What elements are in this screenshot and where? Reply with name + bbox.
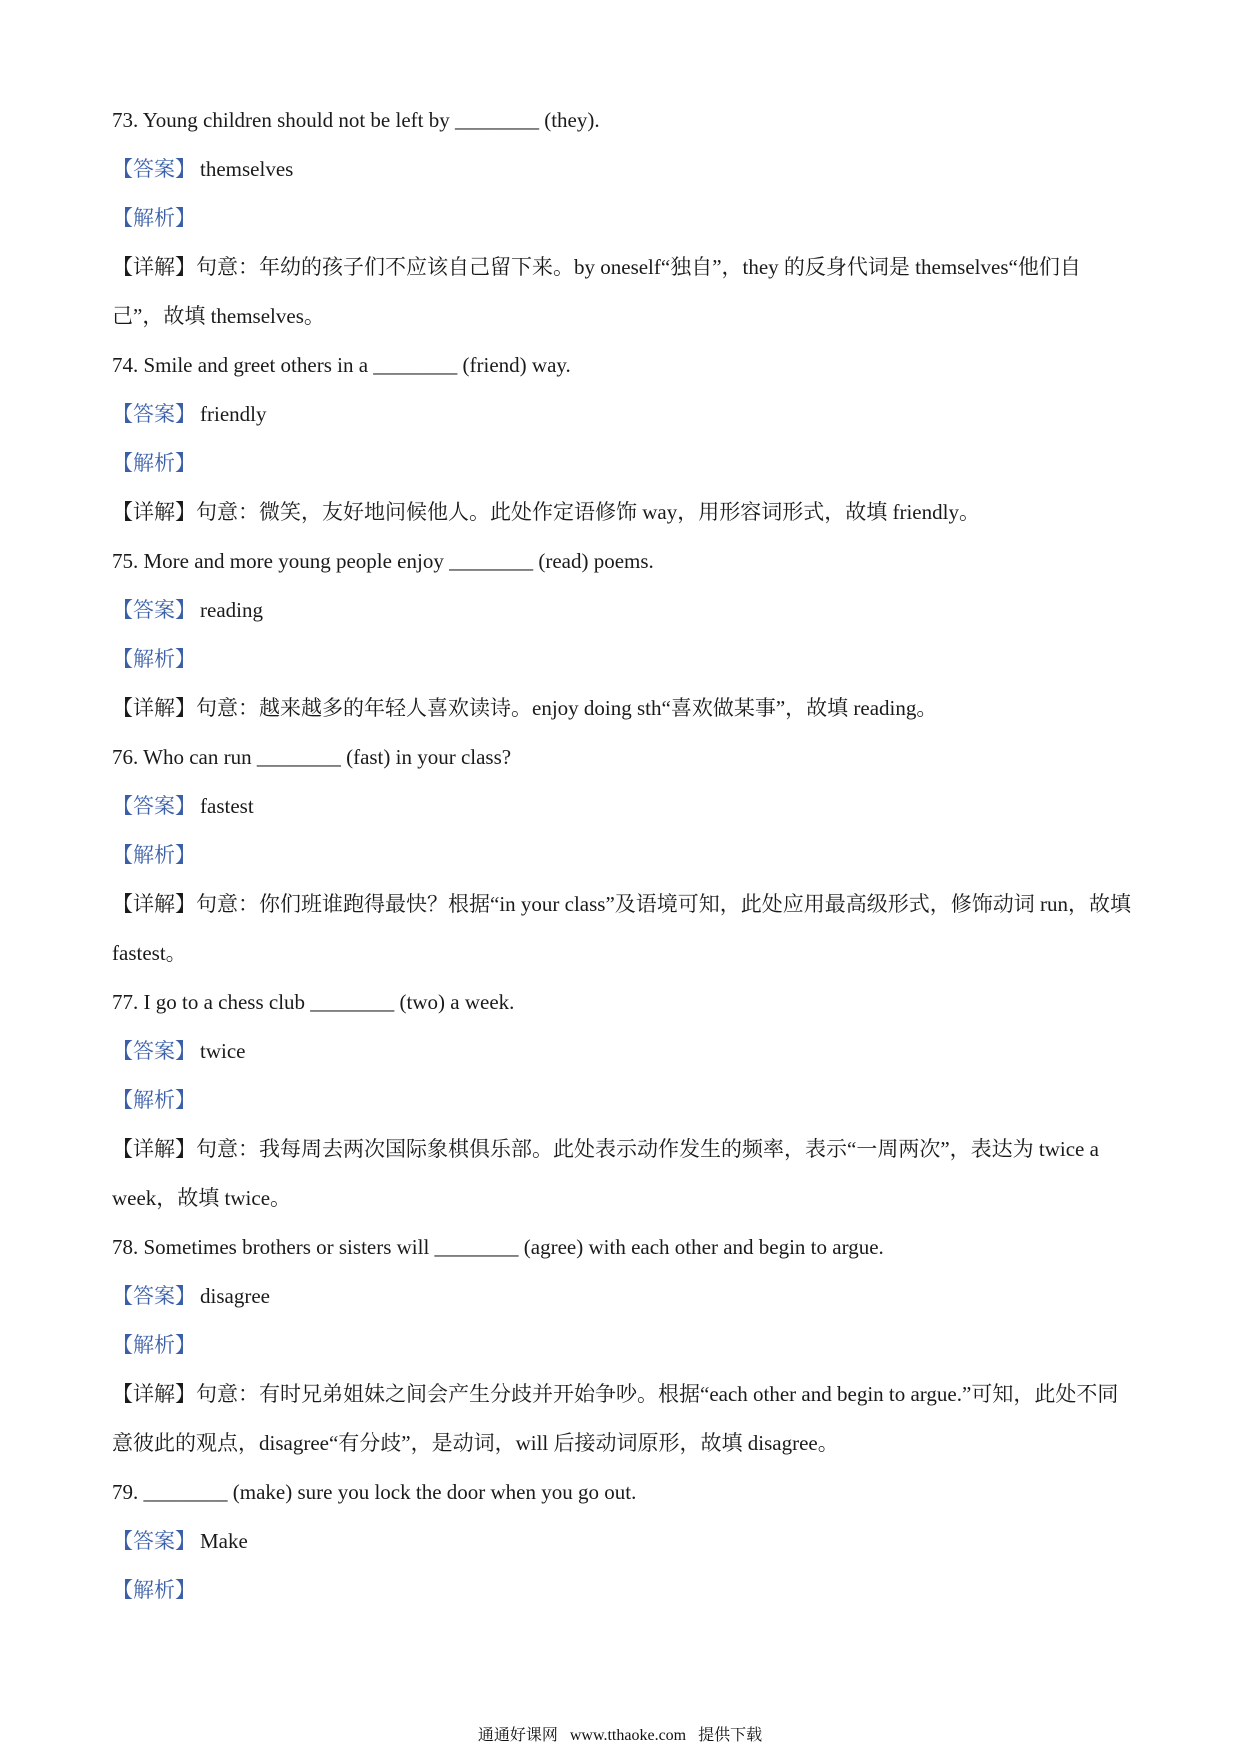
detail-text: 句意：越来越多的年轻人喜欢读诗。enjoy doing sth“喜欢做某事”，故填 reading。 (196, 696, 938, 720)
answer-tag: 【答案】 (112, 157, 196, 181)
question-77: 77. I go to a chess club ________ (two) a week. (112, 990, 515, 1014)
answer-text: themselves (200, 157, 294, 181)
analysis-tag-77: 【解析】 (112, 1088, 196, 1112)
document-body (112, 96, 1132, 1615)
detail-tag: 【详解】 (112, 696, 196, 720)
analysis-tag-75: 【解析】 (112, 647, 196, 671)
detail-tag: 【详解】 (112, 500, 196, 524)
detail-tag: 【详解】 (112, 892, 196, 916)
answer-text: Make (200, 1529, 248, 1553)
page-footer (0, 1726, 1240, 1746)
analysis-tag-73: 【解析】 (112, 206, 196, 230)
question-75: 75. More and more young people enjoy ________ (read) poems. (112, 549, 654, 573)
detail-text: 句意：我每周去两次国际象棋俱乐部。此处表示动作发生的频率，表示“一周两次”，表达为 twice a week，故填 twice。 (112, 1137, 1099, 1210)
answer-73 (112, 145, 1132, 194)
answer-79 (112, 1517, 1132, 1566)
analysis-tag-79: 【解析】 (112, 1578, 196, 1602)
answer-tag: 【答案】 (112, 1039, 196, 1063)
detail-75 (112, 684, 1132, 733)
detail-text: 句意：有时兄弟姐妹之间会产生分歧并开始争吵。根据“each other and begin to argue.”可知，此处不同意彼此的观点，disagree“有分歧”，是动词，will 后接动词原形，故填 disagree。 (112, 1382, 1119, 1455)
analysis-tag-74: 【解析】 (112, 451, 196, 475)
answer-text: reading (200, 598, 263, 622)
detail-77 (112, 1125, 1132, 1223)
detail-text: 句意：微笑，友好地问候他人。此处作定语修饰 way，用形容词形式，故填 friendly。 (196, 500, 980, 524)
answer-78 (112, 1272, 1132, 1321)
detail-78 (112, 1370, 1132, 1468)
analysis-tag-76: 【解析】 (112, 843, 196, 867)
question-73: 73. Young children should not be left by ________ (they). (112, 108, 600, 132)
detail-73 (112, 243, 1132, 341)
answer-tag: 【答案】 (112, 1284, 196, 1308)
answer-tag: 【答案】 (112, 402, 196, 426)
footer-url: www.tthaoke.com (569, 1727, 687, 1744)
question-74: 74. Smile and greet others in a ________ (friend) way. (112, 353, 571, 377)
question-76: 76. Who can run ________ (fast) in your class? (112, 745, 512, 769)
detail-74 (112, 488, 1132, 537)
detail-76 (112, 880, 1132, 978)
detail-tag: 【详解】 (112, 255, 196, 279)
answer-text: twice (200, 1039, 246, 1063)
detail-tag: 【详解】 (112, 1382, 196, 1406)
footer-download: 提供下载 (698, 1727, 763, 1744)
answer-text: fastest (200, 794, 254, 818)
answer-76 (112, 782, 1132, 831)
answer-text: disagree (200, 1284, 270, 1308)
analysis-tag-78: 【解析】 (112, 1333, 196, 1357)
detail-tag: 【详解】 (112, 1137, 196, 1161)
question-79: 79. ________ (make) sure you lock the door when you go out. (112, 1480, 637, 1504)
answer-tag: 【答案】 (112, 598, 196, 622)
footer-site-name: 通通好课网 (477, 1727, 558, 1744)
detail-text: 句意：你们班谁跑得最快？根据“in your class”及语境可知，此处应用最高级形式，修饰动词 run，故填 fastest。 (112, 892, 1132, 965)
answer-74 (112, 390, 1132, 439)
answer-tag: 【答案】 (112, 1529, 196, 1553)
detail-text: 句意：年幼的孩子们不应该自己留下来。by oneself“独自”，they 的反身代词是 themselves“他们自己”，故填 themselves。 (112, 255, 1081, 328)
answer-tag: 【答案】 (112, 794, 196, 818)
answer-77 (112, 1027, 1132, 1076)
question-78: 78. Sometimes brothers or sisters will ________ (agree) with each other and begin to argue. (112, 1235, 884, 1259)
answer-text: friendly (200, 402, 267, 426)
answer-75 (112, 586, 1132, 635)
